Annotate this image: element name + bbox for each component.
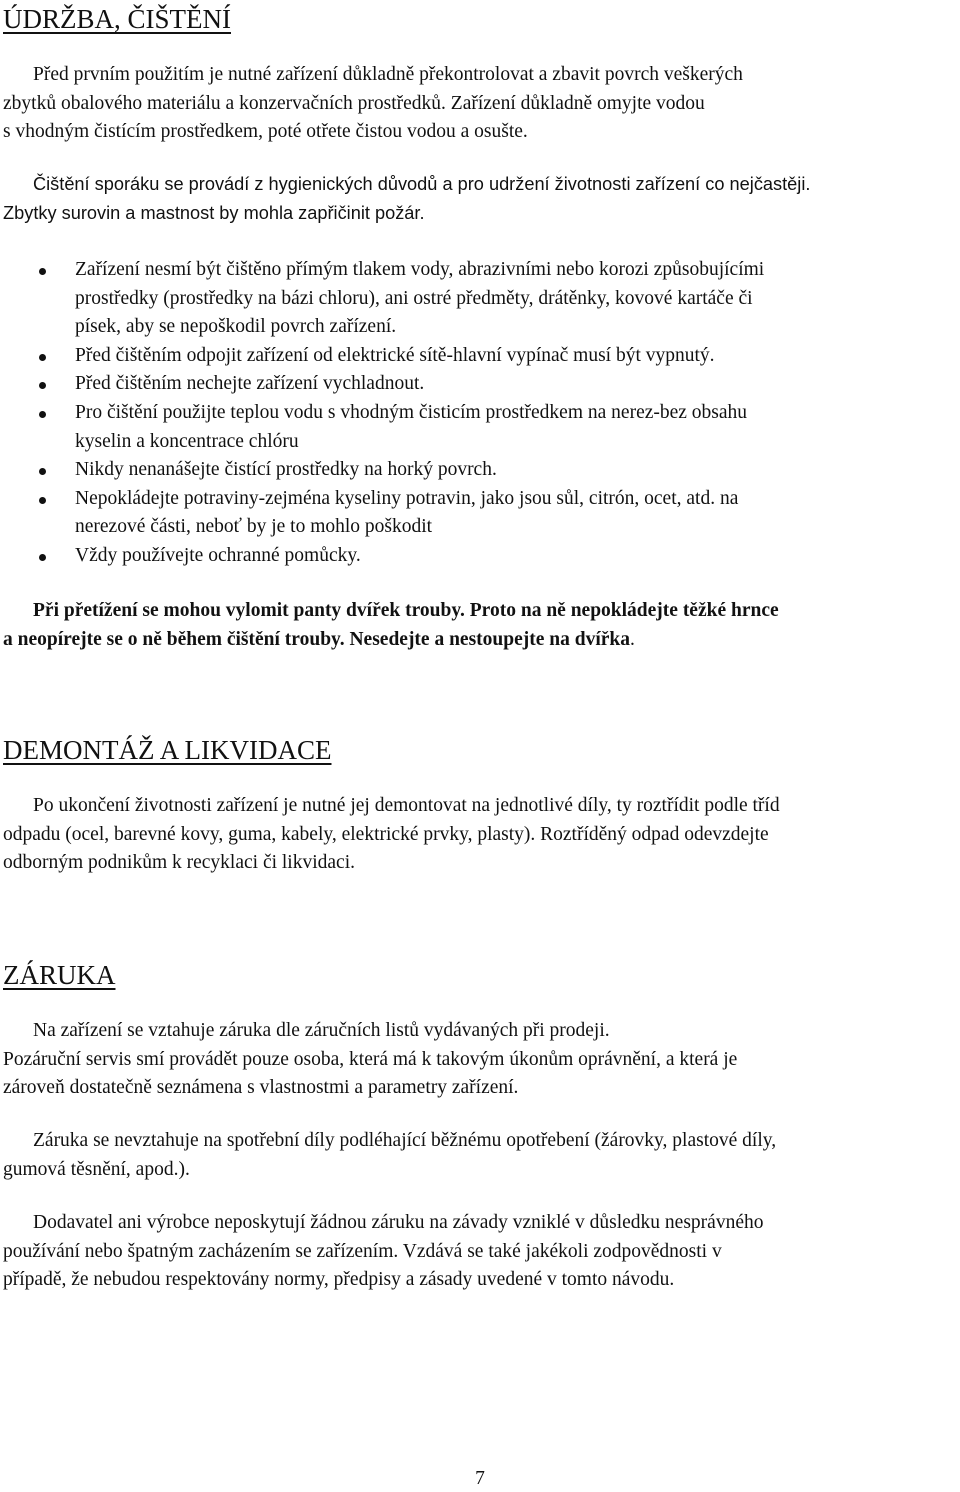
section-heading-disposal: DEMONTÁŽ A LIKVIDACE xyxy=(3,735,332,765)
list-item xyxy=(3,256,953,342)
list-item xyxy=(3,456,953,485)
text-line: Dodavatel ani výrobce neposkytují žádnou záruku na závady vzniklé v důsledku nesprávného xyxy=(33,1212,764,1233)
text-line: Čištění sporáku se provádí z hygienických důvodů a pro udržení životnosti zařízení co nejčastěji. xyxy=(33,174,811,194)
section-heading-maintenance: ÚDRŽBA, ČIŠTĚNÍ xyxy=(3,4,231,34)
section-heading-warranty: ZÁRUKA xyxy=(3,960,116,990)
text-line: odborným podnikům k recyklaci či likvidaci. xyxy=(3,852,355,874)
text-line: Vždy používejte ochranné pomůcky. xyxy=(75,544,361,566)
text-line: gumová těsnění, apod.). xyxy=(3,1158,190,1180)
bullet-icon xyxy=(39,468,46,475)
text-line: s vhodným čistícím prostředkem, poté otřete čistou vodou a osušte. xyxy=(3,121,528,143)
text-line: Před čištěním nechejte zařízení vychladnout. xyxy=(75,373,425,395)
text-line: zbytků obalového materiálu a konzervačních prostředků. Zařízení důkladně omyjte vodou xyxy=(3,92,705,114)
text-line: Pro čištění použijte teplou vodu s vhodným čisticím prostředkem na nerez-bez obsahu xyxy=(75,401,748,423)
warning-line-2 xyxy=(3,626,779,655)
text-line: případě, že nebudou respektovány normy, předpisy a zásady uvedené v tomto návodu. xyxy=(3,1269,675,1291)
text-line: prostředky (prostředky na bázi chloru), ani ostré předměty, drátěnky, kovové kartáče či xyxy=(75,287,753,309)
list-item xyxy=(3,370,953,399)
warning-paragraph xyxy=(3,597,779,654)
text-line: Záruka se nevztahuje na spotřební díly podléhající běžnému opotřebení (žárovky, plastové díly, xyxy=(33,1130,777,1151)
cleaning-instructions-list xyxy=(3,256,953,571)
text-line: Zbytky surovin a mastnost by mohla zapřičinit požár. xyxy=(3,202,425,223)
text-line: Na zařízení se vztahuje záruka dle záručních listů vydávaných při prodeji. xyxy=(33,1020,610,1041)
warning-line: Při přetížení se mohou vylomit panty dvířek trouby. Proto na ně nepokládejte těžké hrnce xyxy=(33,600,779,621)
text-line: Zařízení nesmí být čištěno přímým tlakem vody, abrazivními nebo korozi způsobujícími xyxy=(75,259,765,280)
warning-period: . xyxy=(630,628,635,650)
text-line: nerezové části, neboť by je to mohlo poškodit xyxy=(75,516,433,538)
text-line: Po ukončení životnosti zařízení je nutné jej demontovat na jednotlivé díly, ty roztřídit podle tříd xyxy=(33,795,780,816)
paragraph-intro xyxy=(3,61,743,147)
bullet-icon xyxy=(39,411,46,418)
text-line: Před čištěním odpojit zařízení od elektrické sítě-hlavní vypínač musí být vypnutý. xyxy=(75,344,715,366)
text-line: Nikdy nenanášejte čistící prostředky na horký povrch. xyxy=(75,459,497,481)
page-number: 7 xyxy=(475,1468,485,1489)
list-item xyxy=(3,542,953,571)
bullet-icon xyxy=(39,354,46,361)
list-item xyxy=(3,342,953,371)
text-line: používání nebo špatným zacházením se zařízením. Vzdává se také jakékoli zodpovědnosti v xyxy=(3,1240,722,1262)
paragraph-cleaning-reason xyxy=(3,170,810,227)
text-line: zároveň dostatečně seznámena s vlastnostmi a parametry zařízení. xyxy=(3,1077,519,1099)
text-line: Před prvním použitím je nutné zařízení důkladně překontrolovat a zbavit povrch veškerých xyxy=(33,64,743,85)
list-item xyxy=(3,485,953,542)
bullet-icon xyxy=(39,382,46,389)
bullet-icon xyxy=(39,268,46,275)
text-line: Pozáruční servis smí provádět pouze osoba, která má k takovým úkonům oprávnění, a která je xyxy=(3,1048,738,1070)
bullet-icon xyxy=(39,497,46,504)
paragraph-liability xyxy=(3,1209,763,1295)
warning-text: a neopírejte se o ně během čištění trouby. Nesedejte a nestoupejte na dvířka xyxy=(3,628,631,650)
paragraph-disposal xyxy=(3,792,780,878)
text-line: Nepokládejte potraviny-zejména kyseliny potravin, jako jsou sůl, citrón, ocet, atd. na xyxy=(75,487,739,509)
list-item xyxy=(3,399,953,456)
text-line: kyselin a koncentrace chlóru xyxy=(75,430,299,452)
paragraph-warranty-exclusions xyxy=(3,1127,776,1184)
text-line: písek, aby se nepoškodil povrch zařízení. xyxy=(75,316,397,338)
bullet-icon xyxy=(39,554,46,561)
text-line: odpadu (ocel, barevné kovy, guma, kabely, elektrické prvky, plasty). Roztříděný odpad odevzdejte xyxy=(3,823,769,845)
paragraph-warranty-terms xyxy=(3,1017,737,1103)
